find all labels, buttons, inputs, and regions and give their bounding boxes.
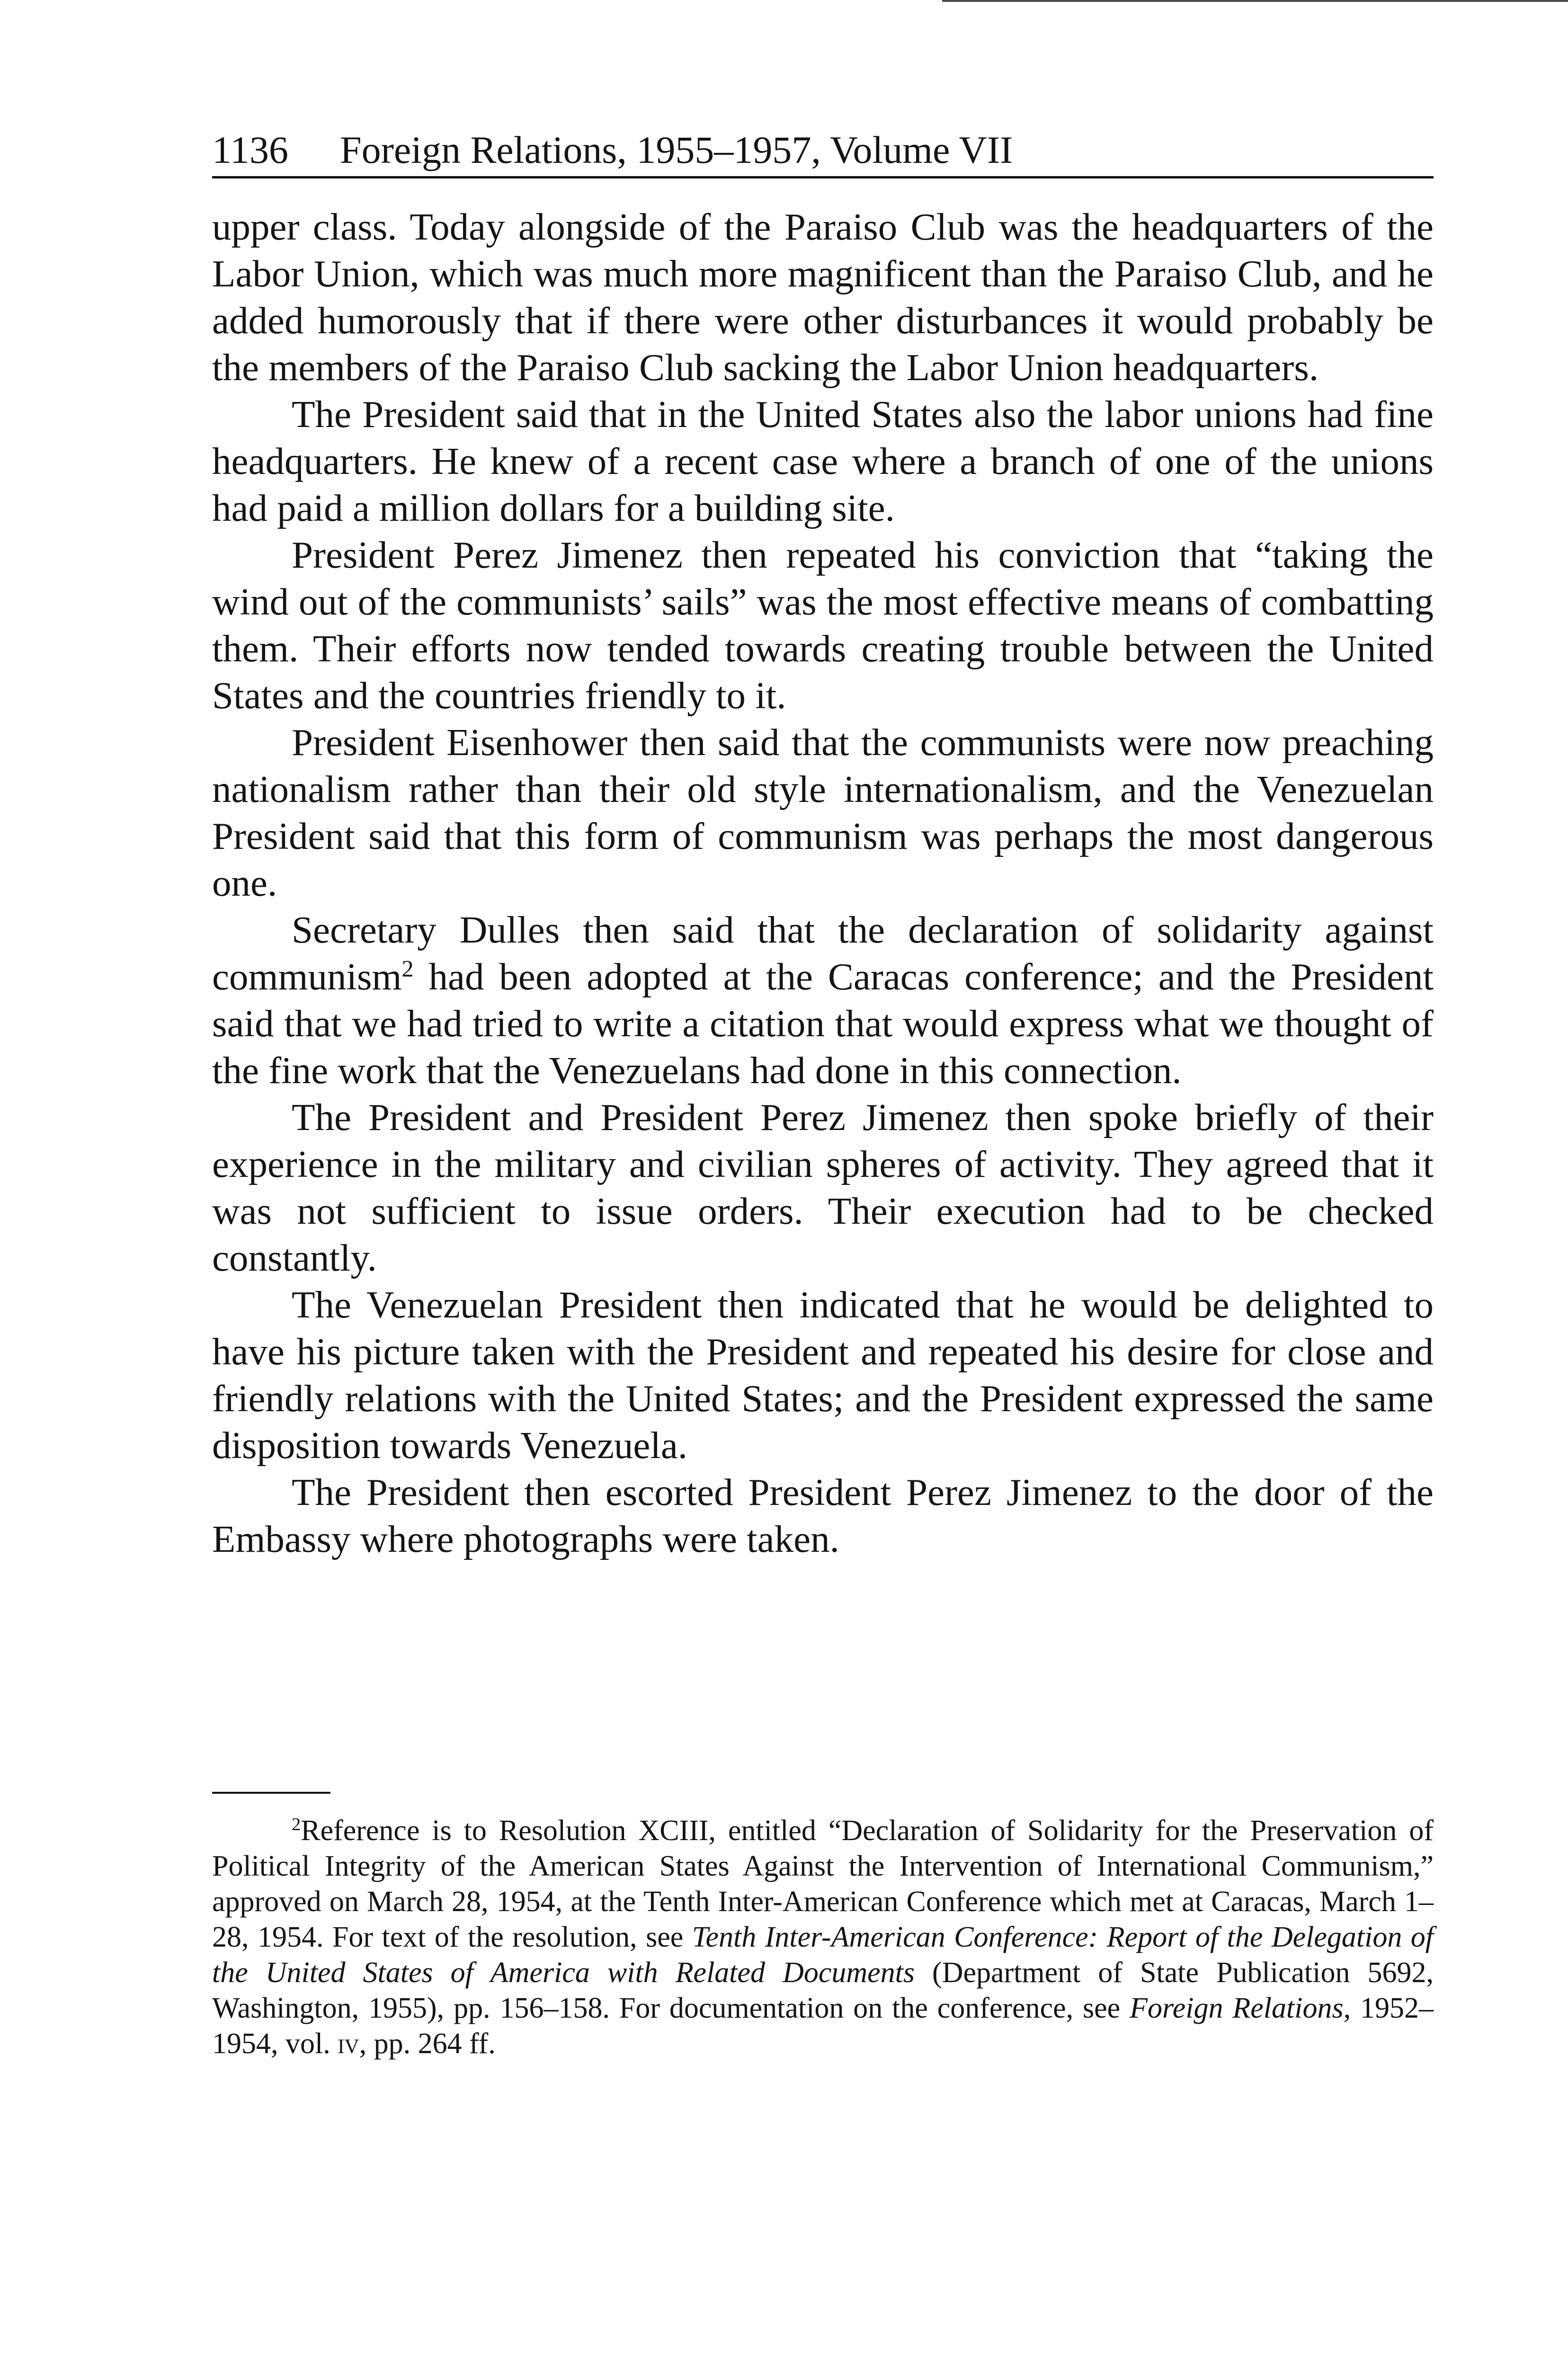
dulles-text-after: had been adopted at the Caracas conference; and the President said that we had tried to write a citation that would express what we thought of the fine work that the Venezuelans had done in this connection.: [212, 955, 1434, 1092]
footnote-paragraph: [212, 1813, 1434, 2062]
paragraph-picture-taken: The Venezuelan President then indicated that he would be delighted to have his picture taken with the President and repeated his desire for close and friendly relations with the United States; and the President expressed the same disposition towards Venezuela.: [212, 1283, 1434, 1467]
footnote-volume: iv: [338, 2028, 359, 2060]
running-title: Foreign Relations, 1955–1957, Volume VII: [340, 128, 1013, 171]
paragraph-nationalism: President Eisenhower then said that the communists were now preaching nationalism rather than their old style internationalism, and the Venezuelan President said that this form of communism was perhaps the most dangerous one.: [212, 721, 1434, 904]
running-header: [212, 124, 1434, 178]
footnote-reference: 2: [401, 955, 414, 982]
paragraph-military-civilian: The President and President Perez Jimenez then spoke briefly of their experience in the military and civilian spheres of activity. They agreed that it was not sufficient to issue orders. Their execution had to be checked constantly.: [212, 1096, 1434, 1279]
paragraph-communists-sails: President Perez Jimenez then repeated his conviction that “taking the wind out of the communists’ sails” was the most effective means of combatting them. Their efforts now tended towards creating trouble between the United States and the countries friendly to it.: [212, 534, 1434, 717]
paragraph-dulles-declaration: [212, 907, 1434, 1094]
paragraph-labor-unions: The President said that in the United States also the labor unions had fine headquarters. He knew of a recent case where a branch of one of the unions had paid a million dollars for a building site.: [212, 393, 1434, 529]
page-number: 1136: [212, 128, 288, 171]
footnote-text-2: (Department of State Publication 5692, Washington, 1955), pp. 156–158. For documentation on the conference, see: [212, 1957, 1434, 2024]
paragraph-escorted-door: The President then escorted President Perez Jimenez to the door of the Embassy where photographs were taken.: [212, 1471, 1434, 1560]
paragraph-continuation: upper class. Today alongside of the Paraiso Club was the headquarters of the Labor Union, which was much more magnificent than the Paraiso Club, and he added humorously that if there were other disturbances it would probably be the members of the Paraiso Club sacking the Labor Union headquarters.: [212, 205, 1434, 389]
footnote-series-title: Foreign Relations,: [1130, 1992, 1351, 2024]
body-text: [212, 204, 1434, 1563]
footnote-report-title: Tenth Inter-American Conference: Report of the Delegation of the United States of America with Related Documents: [212, 1921, 1434, 1989]
footnote: [212, 1813, 1434, 2062]
footnote-text-3: 1952–1954, vol.: [212, 1992, 1434, 2060]
page-top-edge: [942, 0, 1568, 2]
footnote-text-1: Reference is to Resolution XCIII, entitled “Declaration of Solidarity for the Preservation of Political Integrity of the American States Against the Intervention of International Communism,” approved on March 28, 1954, at the Tenth Inter-American Conference which met at Caracas, March 1–28, 1954. For text of the resolution, see: [212, 1815, 1434, 1953]
footnote-mark: 2: [292, 1814, 301, 1834]
footnote-text-4: , pp. 264 ff.: [359, 2028, 496, 2060]
footnote-rule: [212, 1792, 330, 1794]
dulles-text-before: Secretary Dulles then said that the declaration of solidarity against communism: [212, 908, 1434, 998]
